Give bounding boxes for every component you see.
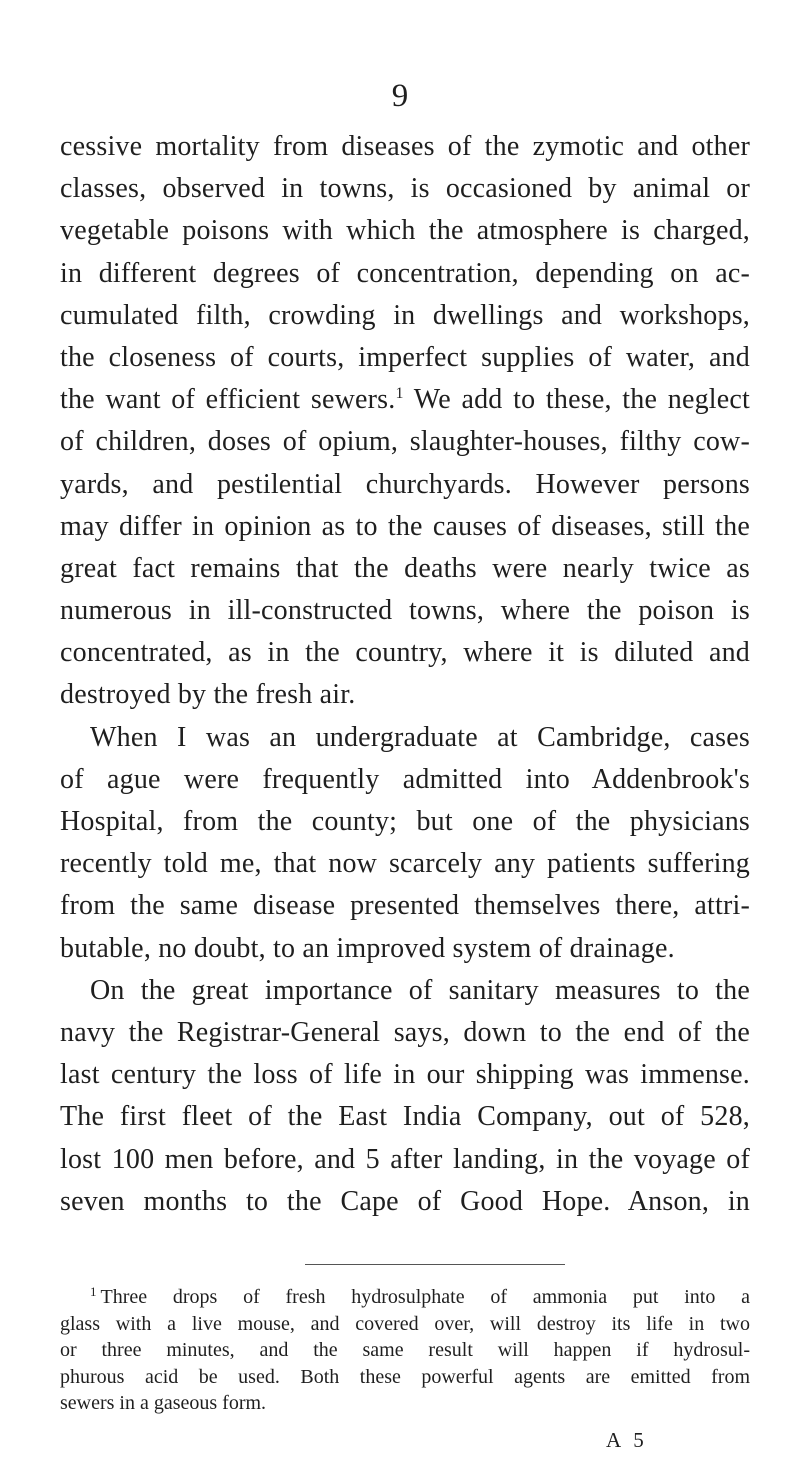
text-line: great fact remains that the deaths were nearly twice as <box>60 552 750 584</box>
text-line: The first fleet of the East India Company, out of 528, <box>60 1101 750 1133</box>
footnote-line-text: Three drops of fresh hydrosulphate of ammonia put into a <box>100 1286 750 1308</box>
text-line: concentrated, as in the country, where it is diluted and <box>60 637 750 669</box>
text-line: When I was an undergraduate at Cambridge, cases <box>90 721 750 753</box>
text-line: may differ in opinion as to the causes of diseases, still the <box>60 510 750 542</box>
text-line: numerous in ill-constructed towns, where the poison is <box>60 595 750 627</box>
text-line: On the great importance of sanitary measures to the <box>90 974 750 1006</box>
footnote-divider <box>305 1264 565 1265</box>
text-line: of ague were frequently admitted into Addenbrook's <box>60 763 750 795</box>
text-line: seven months to the Cape of Good Hope. Anson, in <box>60 1185 750 1217</box>
footnote-line: glass with a live mouse, and covered over, will destroy its life in two <box>60 1312 750 1335</box>
text-line: cessive mortality from diseases of the zymotic and other <box>60 131 750 162</box>
text-line <box>60 379 750 421</box>
footnote-reference: 1 <box>395 385 404 403</box>
body-text <box>60 126 750 1223</box>
text-line-start: the want of efficient sewers. <box>60 384 396 416</box>
text-line: in different degrees of concentration, depending on ac- <box>60 257 750 289</box>
text-line: vegetable poisons with which the atmosphere is charged, <box>60 215 750 247</box>
printer-signature-mark: A 5 <box>606 1428 648 1452</box>
text-line: lost 100 men before, and 5 after landing, in the voyage of <box>60 1143 750 1175</box>
text-line: navy the Registrar-General says, down to the end of the <box>60 1016 750 1048</box>
text-line: butable, no doubt, to an improved system of drainage. <box>60 932 675 964</box>
footnote-line <box>60 1284 750 1311</box>
footnote <box>60 1284 750 1417</box>
text-line: from the same disease presented themselves there, attri- <box>60 890 750 922</box>
text-line: last century the loss of life in our shipping was immense. <box>60 1059 750 1091</box>
text-line: Hospital, from the county; but one of the physicians <box>60 806 750 837</box>
text-line: classes, observed in towns, is occasioned by animal or <box>60 173 750 205</box>
text-line: the closeness of courts, imperfect supplies of water, and <box>60 341 750 373</box>
text-line: destroyed by the fresh air. <box>60 679 356 711</box>
footnote-line: phurous acid be used. Both these powerful agents are emitted from <box>60 1365 750 1388</box>
footnote-line: or three minutes, and the same result will happen if hydrosul- <box>60 1339 750 1361</box>
text-line: cumulated filth, crowding in dwellings and workshops, <box>60 299 750 331</box>
text-line-end: We add to these, the neglect <box>403 384 750 416</box>
footnote-mark: 1 <box>90 1284 97 1299</box>
text-line: yards, and pestilential churchyards. However persons <box>60 468 750 500</box>
text-line: of children, doses of opium, slaughter-houses, filthy cow- <box>60 426 750 458</box>
text-line: recently told me, that now scarcely any patients suffering <box>60 848 750 880</box>
page-number: 9 <box>391 78 409 114</box>
footnote-line: sewers in a gaseous form. <box>60 1392 267 1414</box>
